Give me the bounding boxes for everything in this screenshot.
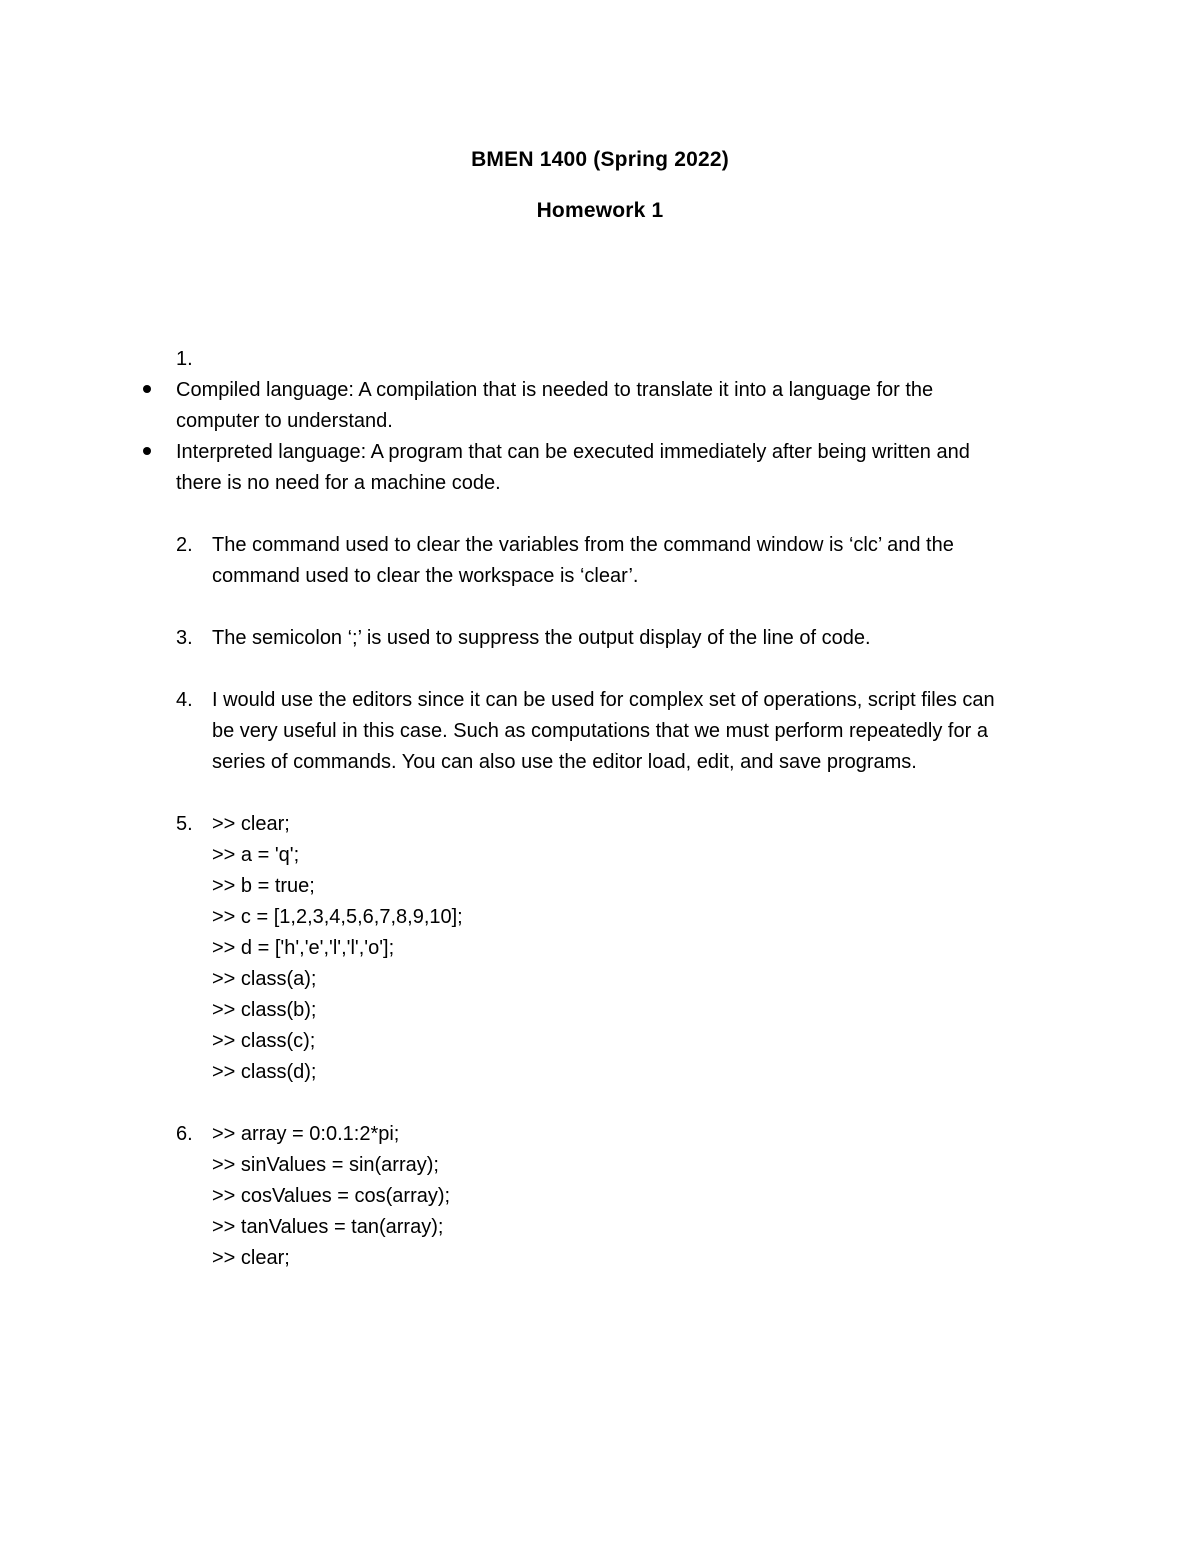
q2-line-2: command used to clear the workspace is ‘clear’. bbox=[212, 565, 639, 587]
question-4-number: 4. bbox=[176, 689, 193, 711]
q1-bullet-2-line-2: there is no need for a machine code. bbox=[176, 472, 501, 494]
q6-code-line: >> tanValues = tan(array); bbox=[212, 1216, 444, 1238]
q2-line-1: The command used to clear the variables from the command window is ‘clc’ and the bbox=[212, 534, 954, 556]
question-1-number: 1. bbox=[176, 348, 193, 370]
q4-line-3: series of commands. You can also use the editor load, edit, and save programs. bbox=[212, 751, 917, 773]
q3-line-1: The semicolon ‘;’ is used to suppress the output display of the line of code. bbox=[212, 627, 871, 649]
document-title: BMEN 1400 (Spring 2022) bbox=[471, 148, 729, 171]
question-2-number: 2. bbox=[176, 534, 193, 556]
q5-code-line: >> a = 'q'; bbox=[212, 844, 300, 866]
question-3-number: 3. bbox=[176, 627, 193, 649]
q6-code-line: >> array = 0:0.1:2*pi; bbox=[212, 1123, 400, 1145]
q5-code-line: >> class(c); bbox=[212, 1030, 316, 1052]
q5-code-line: >> b = true; bbox=[212, 875, 315, 897]
q5-code-line: >> class(a); bbox=[212, 968, 317, 990]
q6-code-line: >> clear; bbox=[212, 1247, 290, 1269]
q4-line-2: be very useful in this case. Such as computations that we must perform repeatedly for a bbox=[212, 720, 988, 742]
q6-code-line: >> sinValues = sin(array); bbox=[212, 1154, 439, 1176]
q5-code-line: >> class(d); bbox=[212, 1061, 317, 1083]
q5-code-line: >> c = [1,2,3,4,5,6,7,8,9,10]; bbox=[212, 906, 463, 928]
q6-code-line: >> cosValues = cos(array); bbox=[212, 1185, 451, 1207]
document-subtitle: Homework 1 bbox=[536, 199, 664, 222]
bullet-icon bbox=[143, 385, 151, 393]
bullet-icon bbox=[143, 447, 151, 455]
q4-line-1: I would use the editors since it can be used for complex set of operations, script files can bbox=[212, 689, 995, 711]
q5-code-line: >> clear; bbox=[212, 813, 290, 835]
q5-code-line: >> class(b); bbox=[212, 999, 317, 1021]
q1-bullet-1-line-1: Compiled language: A compilation that is needed to translate it into a language for the bbox=[176, 379, 934, 401]
q1-bullet-1-line-2: computer to understand. bbox=[176, 410, 393, 432]
question-5-number: 5. bbox=[176, 813, 193, 835]
question-6-number: 6. bbox=[176, 1123, 193, 1145]
q5-code-line: >> d = ['h','e','l','l','o']; bbox=[212, 937, 395, 959]
q1-bullet-2-line-1: Interpreted language: A program that can be executed immediately after being written and bbox=[176, 441, 970, 463]
